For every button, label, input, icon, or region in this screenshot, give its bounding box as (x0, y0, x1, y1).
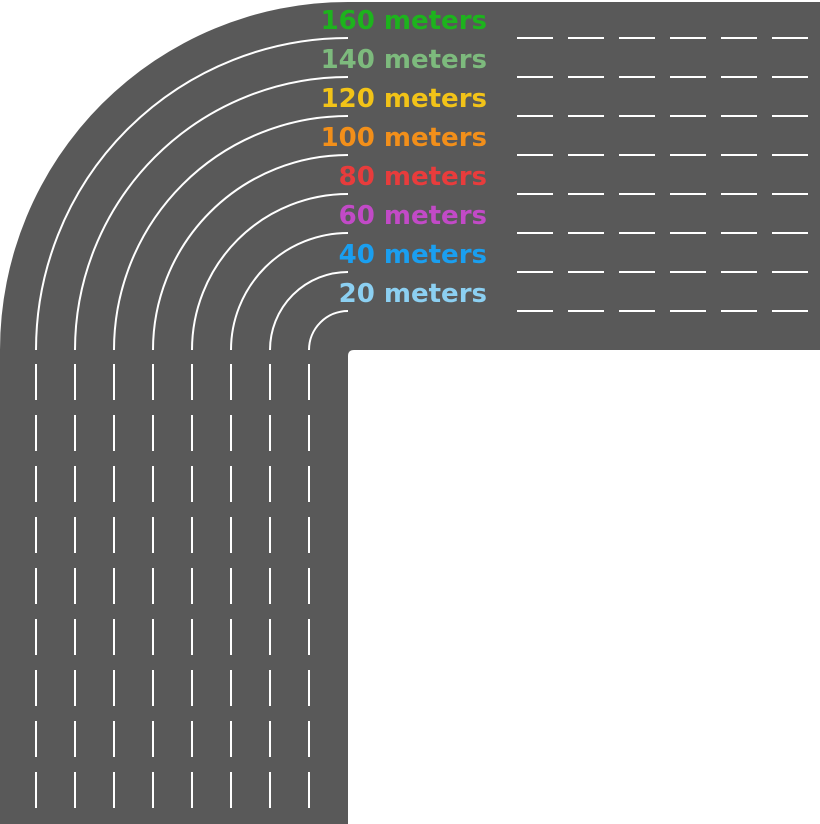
lane-label-120: 120 meters (320, 84, 487, 114)
lane-label-80: 80 meters (338, 162, 487, 192)
lane-label-140: 140 meters (320, 45, 487, 75)
lane-label-160: 160 meters (320, 6, 487, 36)
lane-label-20: 20 meters (338, 279, 487, 309)
lane-label-100: 100 meters (320, 123, 487, 153)
lane-label-60: 60 meters (338, 201, 487, 231)
lane-label-40: 40 meters (338, 240, 487, 270)
